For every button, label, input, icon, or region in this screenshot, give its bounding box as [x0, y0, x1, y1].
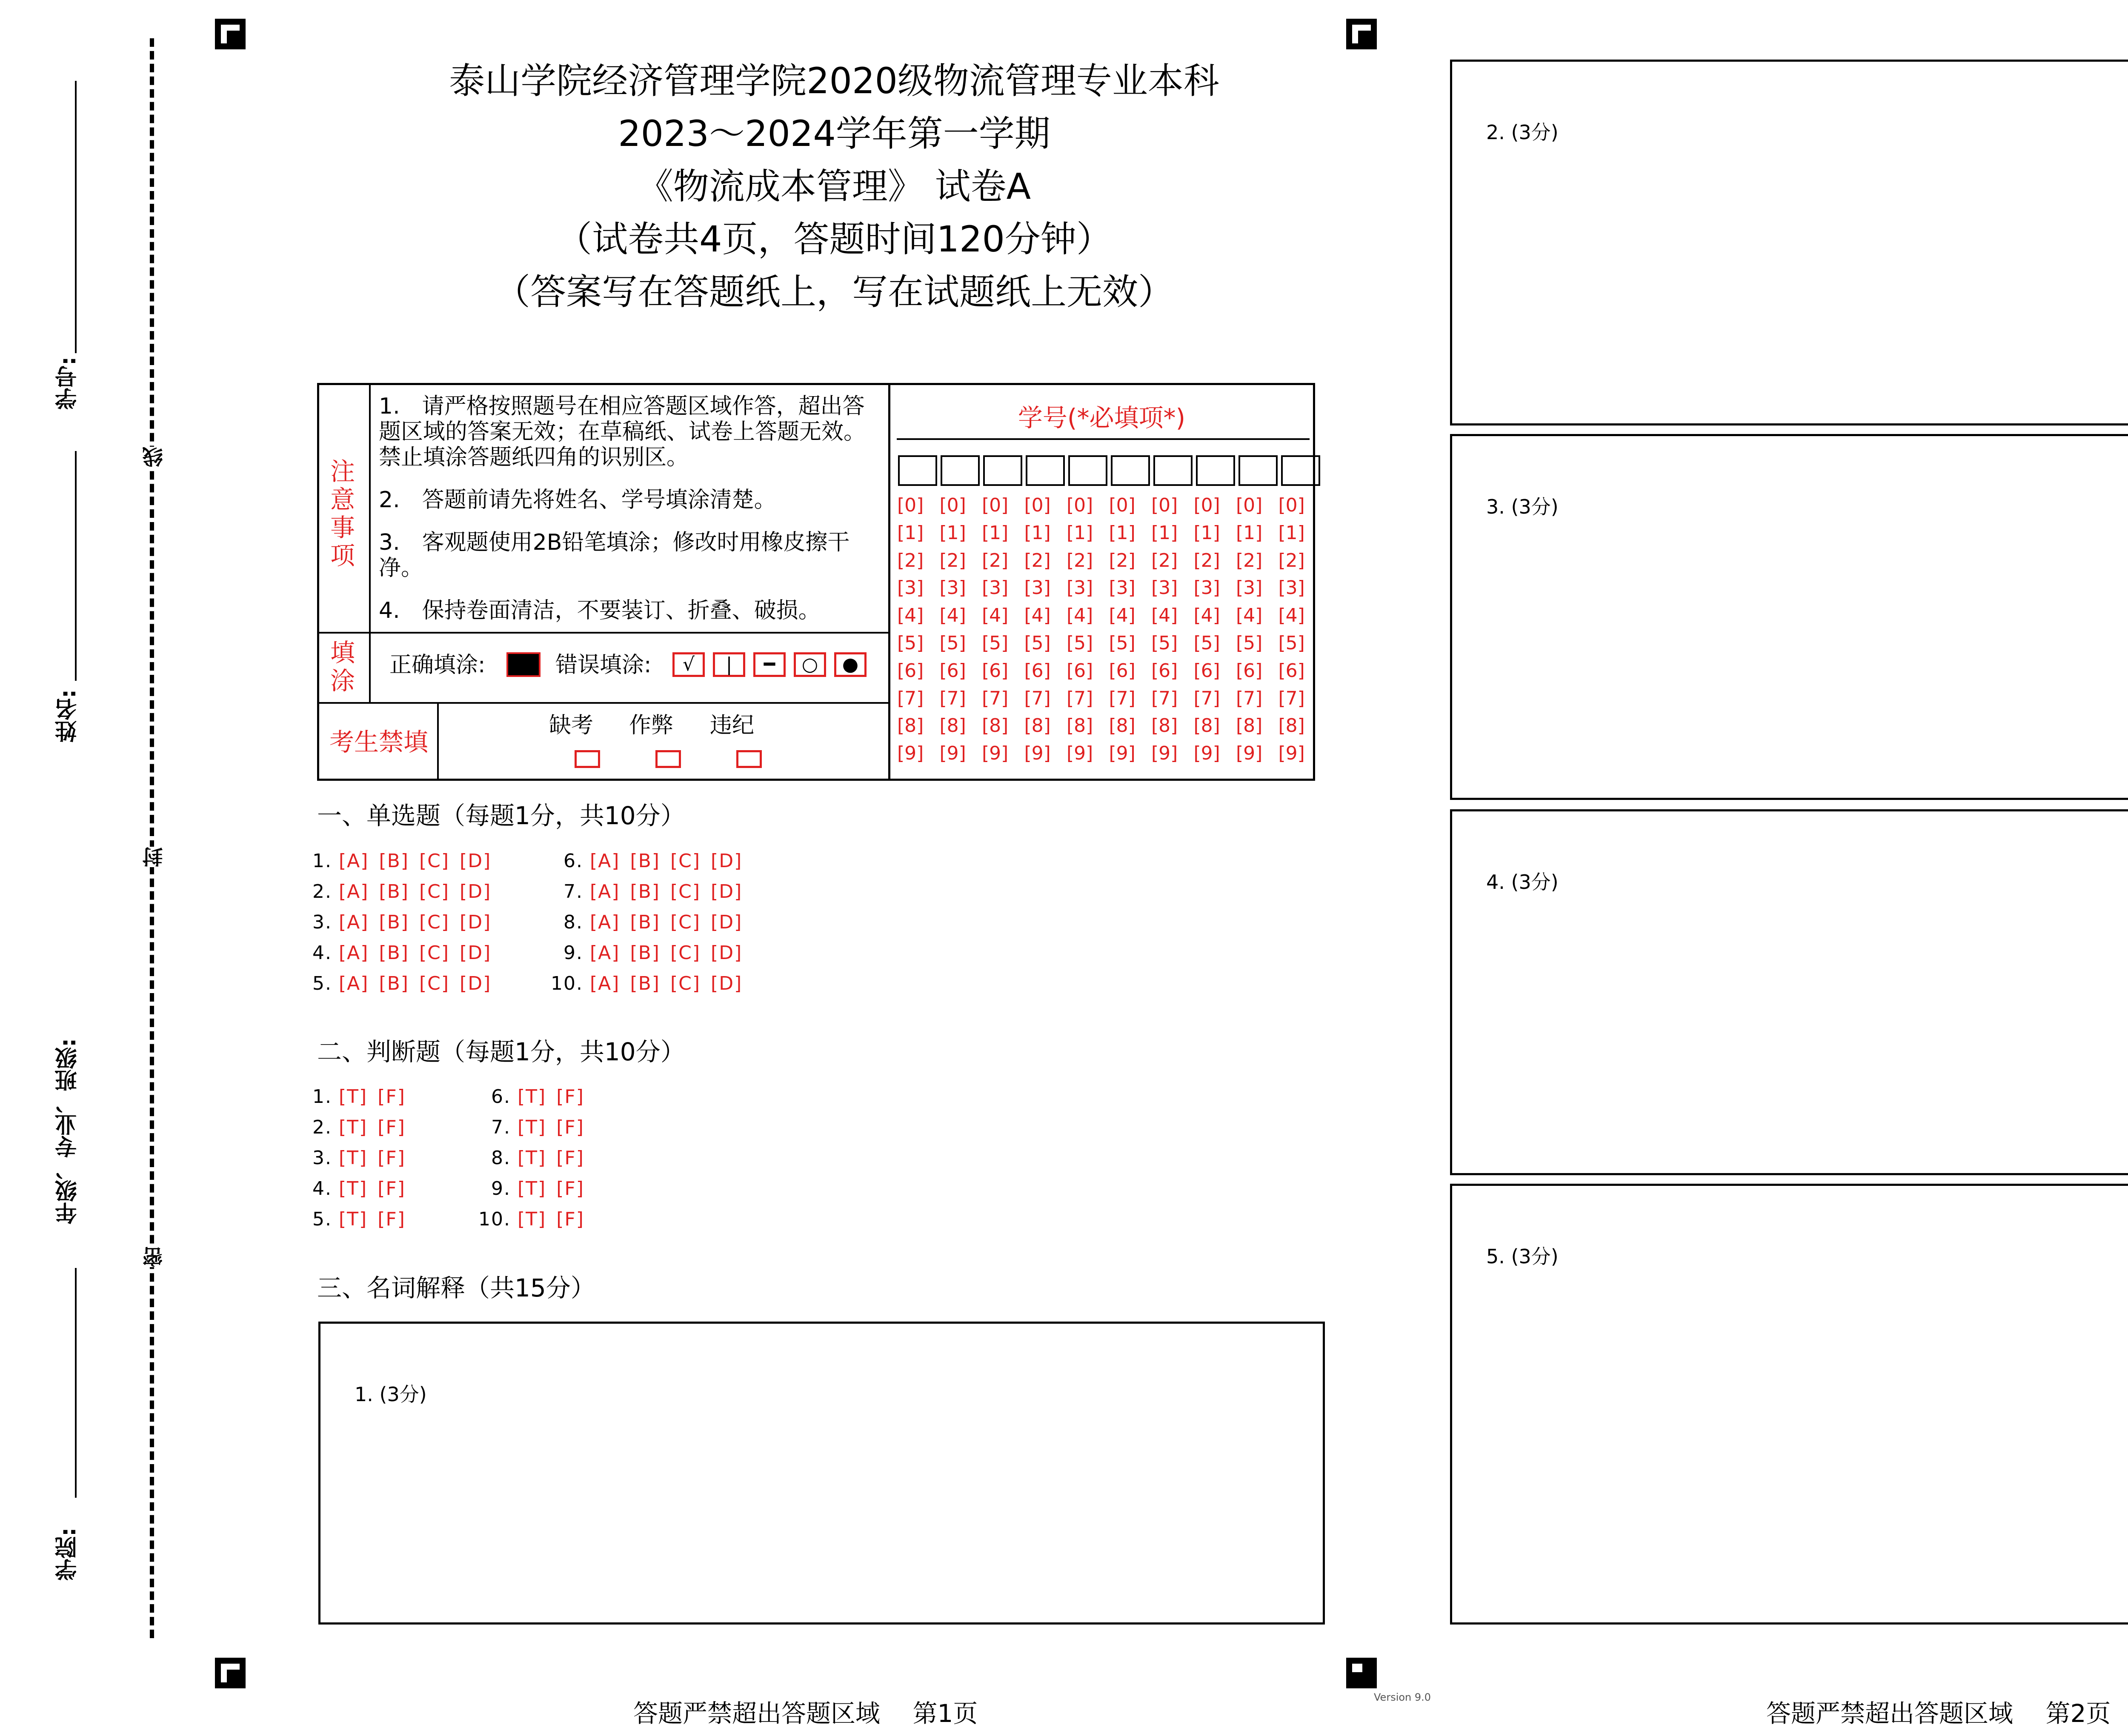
answer-option-bubble[interactable]: [C]	[419, 881, 450, 902]
student-id-digit-bubble[interactable]: [9]	[1024, 742, 1051, 765]
student-id-digit-bubble[interactable]: [8]	[1278, 715, 1305, 737]
student-id-digit-bubble[interactable]: [6]	[1024, 660, 1051, 682]
wrong-fill-circle: ○	[794, 652, 826, 677]
student-id-digit-bubble[interactable]: [6]	[982, 660, 1009, 682]
answer-option-bubble[interactable]: [D]	[711, 973, 743, 994]
true-false-heading: 二、判断题（每题1分，共10分）	[317, 1037, 685, 1066]
student-id-digit-bubble[interactable]: [0]	[1067, 494, 1093, 516]
answer-box-q1-label: 1. (3分)	[355, 1383, 427, 1406]
footer-page-1: 答题严禁超出答题区域 第1页	[633, 1699, 978, 1728]
student-id-digit-bubble[interactable]: [0]	[1193, 494, 1220, 516]
answer-option-bubble[interactable]: [C]	[670, 911, 701, 933]
student-id-digit-bubble[interactable]: [7]	[897, 687, 924, 709]
student-id-digit-bubble[interactable]: [4]	[1151, 605, 1178, 627]
question-number: 1.	[312, 850, 332, 872]
correct-fill-label: 正确填涂:	[389, 652, 486, 678]
answer-option-bubble[interactable]: [D]	[711, 942, 743, 964]
question-row[interactable]	[298, 973, 501, 994]
answer-option-bubble[interactable]: [A]	[590, 881, 620, 902]
field-name-line	[75, 451, 77, 681]
seal-word-line: 线	[140, 447, 163, 467]
student-id-digit-bubble[interactable]: [3]	[1109, 577, 1136, 599]
seal-dashed-line	[150, 38, 154, 1638]
corner-marker-top-center	[1346, 19, 1377, 49]
student-id-digit-bubble[interactable]: [2]	[1193, 549, 1220, 571]
answer-box-q4[interactable]	[1450, 809, 2128, 1175]
student-id-digit-bubble[interactable]: [6]	[1236, 660, 1263, 682]
student-id-digit-bubble[interactable]: [7]	[1151, 687, 1178, 709]
answer-option-bubble[interactable]: [F]	[378, 1116, 406, 1138]
answer-option-bubble[interactable]: [F]	[556, 1116, 584, 1138]
answer-option-bubble[interactable]: [F]	[556, 1208, 584, 1230]
student-id-digit-row[interactable]	[897, 632, 1321, 654]
answer-option-bubble[interactable]: [T]	[518, 1116, 546, 1138]
student-id-digit-bubble[interactable]: [9]	[939, 742, 966, 765]
student-id-digit-bubble[interactable]: [8]	[982, 715, 1009, 737]
student-id-digit-row[interactable]	[897, 688, 1321, 709]
student-id-digit-bubble[interactable]: [3]	[1151, 577, 1178, 599]
answer-option-bubble[interactable]: [D]	[711, 911, 743, 933]
student-id-digit-bubble[interactable]: [4]	[897, 605, 924, 627]
question-row[interactable]	[549, 850, 752, 872]
student-id-digit-bubble[interactable]: [5]	[939, 632, 966, 654]
student-id-digit-bubble[interactable]: [7]	[982, 687, 1009, 709]
answer-option-bubble[interactable]: [T]	[339, 1208, 368, 1230]
answer-option-bubble[interactable]: [B]	[379, 850, 409, 872]
answer-option-bubble[interactable]: [D]	[460, 850, 492, 872]
student-id-digit-bubble[interactable]: [5]	[1151, 632, 1178, 654]
correct-fill-sample	[506, 652, 541, 677]
exam-title-line-2: 2023～2024学年第一学期	[618, 113, 1050, 154]
student-id-digit-bubble[interactable]: [4]	[1278, 605, 1305, 627]
exam-title-line-3: 《物流成本管理》 试卷A	[637, 166, 1031, 207]
question-number: 6.	[491, 1086, 511, 1108]
answer-box-q3[interactable]	[1450, 434, 2128, 800]
answer-option-bubble[interactable]: [C]	[419, 973, 450, 994]
student-id-digit-bubble[interactable]: [1]	[1024, 522, 1051, 544]
student-id-digit-bubble[interactable]: [5]	[1278, 632, 1305, 654]
question-row[interactable]	[298, 1116, 416, 1138]
answer-box-q4-label: 4. (3分)	[1486, 871, 1559, 894]
forbid-heading: 考生禁填	[329, 728, 428, 757]
student-id-digit-bubble[interactable]: [1]	[982, 522, 1009, 544]
student-id-digit-bubble[interactable]: [7]	[1193, 687, 1220, 709]
student-id-digit-bubble[interactable]: [2]	[939, 549, 966, 571]
student-id-digit-bubble[interactable]: [0]	[1278, 494, 1305, 516]
question-row[interactable]	[477, 1178, 595, 1199]
wrong-fill-dot: ●	[834, 652, 867, 677]
student-id-digit-bubble[interactable]: [7]	[1236, 687, 1263, 709]
answer-option-bubble[interactable]: [F]	[378, 1086, 406, 1108]
answer-option-bubble[interactable]: [B]	[379, 973, 409, 994]
notice-item-1: 1. 请严格按照题号在相应答题区域作答，超出答题区域的答案无效；在草稿纸、试卷上答题无效。禁止填涂答题纸四角的识别区。	[379, 394, 866, 470]
student-id-digit-bubble[interactable]: [4]	[982, 605, 1009, 627]
answer-option-bubble[interactable]: [D]	[460, 942, 492, 964]
answer-option-bubble[interactable]: [B]	[630, 911, 660, 933]
student-id-digit-bubble[interactable]: [9]	[1067, 742, 1093, 765]
student-id-digit-bubble[interactable]: [2]	[1067, 549, 1093, 571]
answer-box-q2[interactable]	[1450, 60, 2128, 425]
forbid-absent-label: 缺考	[549, 713, 594, 738]
answer-option-bubble[interactable]: [A]	[590, 850, 620, 872]
student-id-digit-bubble[interactable]: [3]	[1193, 577, 1220, 599]
answer-option-bubble[interactable]: [F]	[378, 1178, 406, 1199]
answer-option-bubble[interactable]: [B]	[630, 850, 660, 872]
question-row[interactable]	[549, 881, 752, 902]
student-id-write-cells[interactable]	[898, 455, 1324, 486]
student-id-digit-bubble[interactable]: [9]	[1236, 742, 1263, 765]
student-id-digit-bubble[interactable]: [6]	[939, 660, 966, 682]
forbid-violation-box[interactable]	[736, 750, 762, 768]
student-id-digit-row[interactable]	[897, 550, 1321, 571]
answer-box-q5-label: 5. (3分)	[1486, 1245, 1559, 1268]
question-number: 5.	[312, 973, 332, 994]
answer-option-bubble[interactable]: [D]	[711, 881, 743, 902]
question-number: 6.	[563, 850, 583, 872]
answer-option-bubble[interactable]: [C]	[670, 942, 701, 964]
student-id-digit-bubble[interactable]: [3]	[982, 577, 1009, 599]
student-id-digit-bubble[interactable]: [5]	[1193, 632, 1220, 654]
question-row[interactable]	[298, 881, 501, 902]
question-number: 3.	[312, 911, 332, 933]
student-id-digit-bubble[interactable]: [9]	[982, 742, 1009, 765]
student-id-digit-bubble[interactable]: [4]	[1193, 605, 1220, 627]
question-number: 8.	[563, 911, 583, 933]
student-id-digit-bubble[interactable]: [3]	[1278, 577, 1305, 599]
wrong-fill-check: √	[672, 652, 705, 677]
corner-marker-top-left	[215, 19, 246, 49]
field-college-label: 学院:	[55, 1528, 81, 1581]
answer-option-bubble[interactable]: [A]	[339, 973, 369, 994]
student-id-digit-bubble[interactable]: [8]	[897, 715, 924, 737]
student-id-digit-bubble[interactable]: [5]	[1236, 632, 1263, 654]
answer-option-bubble[interactable]: [D]	[460, 881, 492, 902]
student-id-digit-bubble[interactable]: [1]	[1151, 522, 1178, 544]
question-number: 7.	[491, 1116, 511, 1138]
student-id-digit-bubble[interactable]: [6]	[1193, 660, 1220, 682]
answer-box-q3-label: 3. (3分)	[1486, 495, 1559, 518]
exam-title-line-1: 泰山学院经济管理学院2020级物流管理专业本科	[449, 60, 1219, 102]
student-id-digit-bubble[interactable]: [2]	[1024, 549, 1051, 571]
answer-option-bubble[interactable]: [B]	[630, 881, 660, 902]
field-class-line	[75, 1268, 77, 1498]
field-student-id-label: 学号:	[55, 357, 81, 410]
question-row[interactable]	[298, 850, 501, 872]
student-id-digit-bubble[interactable]: [2]	[1109, 549, 1136, 571]
student-id-digit-bubble[interactable]: [2]	[1151, 549, 1178, 571]
student-id-digit-bubble[interactable]: [9]	[1193, 742, 1220, 765]
student-id-digit-bubble[interactable]: [4]	[1109, 605, 1136, 627]
answer-option-bubble[interactable]: [A]	[339, 881, 369, 902]
student-id-digit-bubble[interactable]: [1]	[1236, 522, 1263, 544]
student-id-digit-bubble[interactable]: [0]	[1151, 494, 1178, 516]
student-id-digit-bubble[interactable]: [6]	[1109, 660, 1136, 682]
answer-box-q1[interactable]	[318, 1322, 1325, 1625]
exam-title-line-4: （试卷共4页，答题时间120分钟）	[556, 218, 1112, 260]
answer-option-bubble[interactable]: [A]	[339, 850, 369, 872]
student-id-digit-row[interactable]	[897, 715, 1321, 737]
answer-option-bubble[interactable]: [T]	[518, 1208, 546, 1230]
question-row[interactable]	[549, 911, 752, 933]
wrong-fill-label: 错误填涂:	[555, 652, 652, 678]
answer-box-q5[interactable]	[1450, 1184, 2128, 1625]
answer-option-bubble[interactable]: [C]	[419, 942, 450, 964]
field-class-label: 年级、专业、班级:	[55, 1038, 81, 1224]
student-id-digit-bubble[interactable]: [6]	[1278, 660, 1305, 682]
answer-option-bubble[interactable]: [T]	[518, 1178, 546, 1199]
question-row[interactable]	[298, 1147, 416, 1169]
answer-option-bubble[interactable]: [T]	[518, 1086, 546, 1108]
student-id-digit-bubble[interactable]: [9]	[1109, 742, 1136, 765]
question-number: 2.	[312, 881, 332, 902]
student-id-digit-bubble[interactable]: [2]	[982, 549, 1009, 571]
student-id-digit-row[interactable]	[897, 494, 1321, 516]
student-id-digit-bubble[interactable]: [2]	[1278, 549, 1305, 571]
answer-option-bubble[interactable]: [A]	[339, 911, 369, 933]
student-id-digit-bubble[interactable]: [8]	[1024, 715, 1051, 737]
answer-option-bubble[interactable]: [C]	[670, 973, 701, 994]
student-id-digit-bubble[interactable]: [4]	[1236, 605, 1263, 627]
field-student-id-line	[75, 81, 77, 353]
field-name-label: 姓名:	[55, 689, 81, 742]
student-id-digit-bubble[interactable]: [0]	[982, 494, 1009, 516]
question-number: 9.	[563, 942, 583, 964]
footer-page-2: 答题严禁超出答题区域 第2页	[1766, 1699, 2111, 1728]
answer-option-bubble[interactable]: [B]	[630, 942, 660, 964]
answer-option-bubble[interactable]: [A]	[590, 911, 620, 933]
question-row[interactable]	[477, 1086, 595, 1108]
question-row[interactable]	[298, 942, 501, 964]
answer-option-bubble[interactable]: [B]	[630, 973, 660, 994]
answer-option-bubble[interactable]: [F]	[556, 1086, 584, 1108]
question-row[interactable]	[549, 973, 752, 994]
question-number: 4.	[312, 942, 332, 964]
forbid-cheat-label: 作弊	[629, 713, 674, 738]
student-id-digit-bubble[interactable]: [6]	[897, 660, 924, 682]
student-id-digit-bubble[interactable]: [0]	[939, 494, 966, 516]
student-id-digit-bubble[interactable]: [2]	[1236, 549, 1263, 571]
answer-option-bubble[interactable]: [T]	[339, 1086, 368, 1108]
question-row[interactable]	[477, 1116, 595, 1138]
corner-marker-bottom-left	[215, 1658, 246, 1688]
answer-box-q2-label: 2. (3分)	[1486, 121, 1559, 144]
student-id-digit-bubble[interactable]: [1]	[1109, 522, 1136, 544]
student-id-digit-row[interactable]	[897, 577, 1321, 599]
student-id-digit-bubble[interactable]: [8]	[1193, 715, 1220, 737]
question-number: 2.	[312, 1116, 332, 1138]
student-id-digit-bubble[interactable]: [5]	[1024, 632, 1051, 654]
seal-word-seal: 封	[140, 847, 163, 867]
student-id-digit-bubble[interactable]: [8]	[1067, 715, 1093, 737]
question-number: 9.	[491, 1178, 511, 1199]
question-row[interactable]	[298, 1208, 416, 1230]
wrong-fill-dash: ━	[753, 652, 786, 677]
answer-option-bubble[interactable]: [C]	[670, 850, 701, 872]
student-id-digit-bubble[interactable]: [7]	[1278, 687, 1305, 709]
notice-item-4: 4. 保持卷面清洁，不要装订、折叠、破损。	[379, 598, 821, 623]
answer-option-bubble[interactable]: [T]	[518, 1147, 546, 1169]
student-id-digit-bubble[interactable]: [1]	[1067, 522, 1093, 544]
student-id-digit-bubble[interactable]: [0]	[1236, 494, 1263, 516]
student-id-digit-bubble[interactable]: [8]	[1236, 715, 1263, 737]
student-id-digit-row[interactable]	[897, 522, 1321, 544]
forbid-absent-box[interactable]	[575, 750, 600, 768]
question-number: 5.	[312, 1208, 332, 1230]
student-id-digit-bubble[interactable]: [6]	[1067, 660, 1093, 682]
question-number: 10.	[551, 973, 583, 994]
notice-item-2: 2. 答题前请先将姓名、学号填涂清楚。	[379, 487, 776, 513]
student-id-digit-bubble[interactable]: [5]	[982, 632, 1009, 654]
seal-word-secret: 密	[140, 1247, 163, 1267]
student-id-digit-bubble[interactable]: [5]	[897, 632, 924, 654]
question-number: 3.	[312, 1147, 332, 1169]
version-label: Version 9.0	[1374, 1691, 1431, 1703]
student-id-digit-bubble[interactable]: [2]	[897, 549, 924, 571]
notice-heading: 注意事项	[330, 457, 355, 570]
student-id-digit-bubble[interactable]: [4]	[1024, 605, 1051, 627]
answer-option-bubble[interactable]: [T]	[339, 1178, 368, 1199]
student-id-digit-bubble[interactable]: [1]	[897, 522, 924, 544]
answer-option-bubble[interactable]: [F]	[378, 1147, 406, 1169]
student-id-digit-bubble[interactable]: [9]	[1151, 742, 1178, 765]
question-row[interactable]	[298, 911, 501, 933]
wrong-fill-bar: |	[713, 652, 745, 677]
student-id-digit-bubble[interactable]: [3]	[1067, 577, 1093, 599]
answer-option-bubble[interactable]: [A]	[339, 942, 369, 964]
student-id-digit-row[interactable]	[897, 742, 1321, 764]
forbid-cheat-box[interactable]	[655, 750, 681, 768]
notice-item-3: 3. 客观题使用2B铅笔填涂；修改时用橡皮擦干净。	[379, 530, 850, 581]
student-id-digit-bubble[interactable]: [7]	[939, 687, 966, 709]
answer-option-bubble[interactable]: [A]	[590, 973, 620, 994]
answer-option-bubble[interactable]: [F]	[556, 1178, 584, 1199]
student-id-digit-bubble[interactable]: [1]	[1278, 522, 1305, 544]
exam-title-line-5: （答案写在答题纸上，写在试题纸上无效）	[494, 271, 1174, 313]
question-row[interactable]	[477, 1147, 595, 1169]
terms-heading: 三、名词解释（共15分）	[317, 1273, 595, 1302]
question-row[interactable]	[298, 1086, 416, 1108]
student-id-digit-bubble[interactable]: [3]	[1024, 577, 1051, 599]
forbid-violation-label: 违纪	[710, 713, 755, 738]
student-id-digit-bubble[interactable]: [1]	[939, 522, 966, 544]
answer-option-bubble[interactable]: [A]	[590, 942, 620, 964]
student-id-digit-bubble[interactable]: [3]	[1236, 577, 1263, 599]
student-id-digit-bubble[interactable]: [4]	[939, 605, 966, 627]
question-row[interactable]	[298, 1178, 416, 1199]
student-id-digit-bubble[interactable]: [8]	[1151, 715, 1178, 737]
answer-option-bubble[interactable]: [F]	[378, 1208, 406, 1230]
question-number: 1.	[312, 1086, 332, 1108]
student-id-digit-bubble[interactable]: [5]	[1067, 632, 1093, 654]
student-id-digit-bubble[interactable]: [5]	[1109, 632, 1136, 654]
student-id-digit-bubble[interactable]: [9]	[1278, 742, 1305, 765]
student-id-digit-row[interactable]	[897, 605, 1321, 626]
answer-option-bubble[interactable]: [F]	[556, 1147, 584, 1169]
question-number: 8.	[491, 1147, 511, 1169]
student-id-title: 学号(*必填项*)	[1018, 403, 1186, 432]
answer-option-bubble[interactable]: [B]	[379, 881, 409, 902]
answer-option-bubble[interactable]: [T]	[339, 1116, 368, 1138]
student-id-digit-bubble[interactable]: [6]	[1151, 660, 1178, 682]
answer-option-bubble[interactable]: [C]	[419, 911, 450, 933]
student-id-digit-bubble[interactable]: [0]	[1109, 494, 1136, 516]
question-row[interactable]	[477, 1208, 595, 1230]
answer-option-bubble[interactable]: [T]	[339, 1147, 368, 1169]
student-id-digit-bubble[interactable]: [7]	[1024, 687, 1051, 709]
answer-option-bubble[interactable]: [B]	[379, 911, 409, 933]
fill-heading: 填涂	[330, 638, 355, 695]
student-id-digit-bubble[interactable]: [3]	[939, 577, 966, 599]
student-id-digit-bubble[interactable]: [7]	[1067, 687, 1093, 709]
student-id-digit-bubble[interactable]: [3]	[897, 577, 924, 599]
student-id-digit-bubble[interactable]: [0]	[1024, 494, 1051, 516]
answer-option-bubble[interactable]: [C]	[419, 850, 450, 872]
answer-option-bubble[interactable]: [C]	[670, 881, 701, 902]
question-number: 10.	[478, 1208, 511, 1230]
student-id-digit-bubble[interactable]: [4]	[1067, 605, 1093, 627]
student-id-digit-bubble[interactable]: [9]	[897, 742, 924, 765]
student-id-digit-bubble[interactable]: [7]	[1109, 687, 1136, 709]
single-choice-heading: 一、单选题（每题1分，共10分）	[317, 801, 685, 830]
answer-option-bubble[interactable]: [D]	[711, 850, 743, 872]
student-id-digit-bubble[interactable]: [8]	[939, 715, 966, 737]
student-id-digit-row[interactable]	[897, 660, 1321, 682]
answer-option-bubble[interactable]: [B]	[379, 942, 409, 964]
question-number: 7.	[563, 881, 583, 902]
student-id-digit-bubble[interactable]: [0]	[897, 494, 924, 516]
answer-option-bubble[interactable]: [D]	[460, 973, 492, 994]
student-id-digit-bubble[interactable]: [1]	[1193, 522, 1220, 544]
answer-option-bubble[interactable]: [D]	[460, 911, 492, 933]
question-row[interactable]	[549, 942, 752, 964]
question-number: 4.	[312, 1178, 332, 1199]
corner-marker-bottom-center	[1346, 1658, 1377, 1688]
student-id-digit-bubble[interactable]: [8]	[1109, 715, 1136, 737]
